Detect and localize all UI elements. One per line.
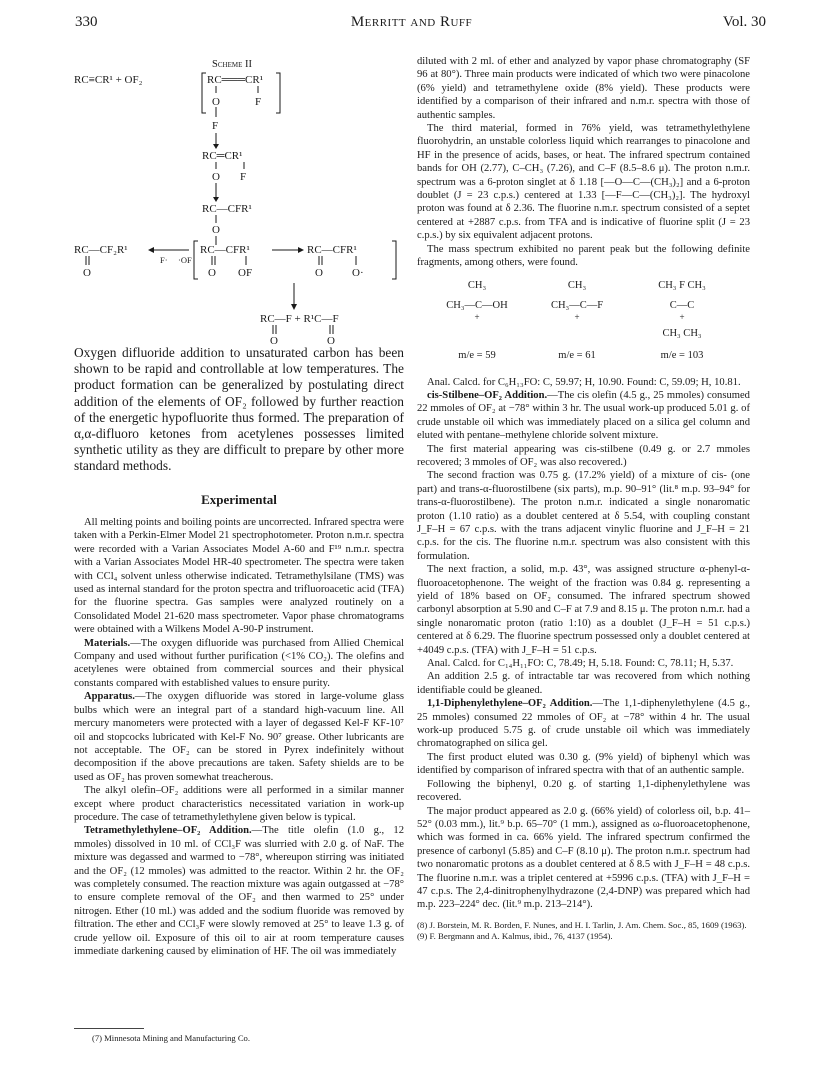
- scheme-reactants: RC≡CR¹ + OF₂: [74, 74, 143, 86]
- scheme-o-6: O: [315, 267, 323, 279]
- paragraph-text: —The title olefin (1.0 g., 12 mmoles) dissolved in 10 ml. of CCl₃F was slurried with 2.0 g. of NaF. The mixture was degassed and warmed to −78°, whereupon stirring was initiated and the OF₂ (12 mmoles) was admitted to the reactor. Within 2 hr. the OF₂ was completely consumed. The reaction mixture was again outgassed at −78° to ensure complete removal of the OF₂ and then warmed to 25° under nitrogen. Ether (10 ml.) was added and the sodium fluoride was removed by filtration. The ether and CCl₃F were slowly removed at 25° to leave 1.3 g. of crude yellow oil. Exposure of this oil to air at room temperature causes immediate darkening caused by elimination of HF. The oil was immediately: [74, 825, 404, 957]
- section-run-in-heading: 1,1-Diphenylethylene–OF₂ Addition.: [427, 698, 593, 710]
- right-paragraph: [417, 657, 750, 670]
- scheme-o-8: O: [327, 335, 335, 345]
- footnotes: [417, 920, 750, 943]
- left-paragraph: [74, 690, 404, 784]
- intro-paragraph: Oxygen difluoride addition to unsaturated carbon has been shown to be rapid and controllable at low temperatures. The product formation can be generalized by postulating direct addition of the elements of OF₂ followed by further reaction of the energetic hypofluorite thus formed. The preparation of α,α-difluoro ketones from acetylenes possesses limited synthetic utility as they are difficult to prepare by other more standard methods.: [74, 345, 404, 474]
- paragraph-text: The next fraction, a solid, m.p. 43°, was assigned structure α-phenyl-α-fluoroacetophenone. The weight of the fraction was 0.84 g. representing a yield of 18% based on OF₂ consumed. The infrared spectrum showed carbonyl absorption at 5.90 and C–F at 7.9 and 8.15 μ. The proton n.m.r. had a single nonaromatic proton (ratio 1:10) as a doublet (J_F–H = 51 c.p.s.) centered at δ 6.29. The fluorine spectrum possessed only a doublet centered at +4049 c.p.s. (TFA) with J_F–H = 51 c.p.s.: [417, 564, 750, 656]
- section-run-in-heading: Materials.: [84, 637, 131, 649]
- running-head: Merritt and Ruff: [350, 14, 473, 30]
- right-paragraph: [417, 563, 750, 657]
- fragment-mass-ratio: m/e = 103: [660, 349, 704, 361]
- right-paragraph: [417, 697, 750, 751]
- right-text-bottom: [417, 376, 750, 912]
- paragraph-text: diluted with 2 ml. of ether and analyzed by vapor phase chromatography (SF 96 at 80°). Three main products were indicated of which two were pinacolone (6% yield) and tetramethylene oxide (8% yield). These products were identified by a comparison of their infrared and n.m.r. spectra with those of authentic samples.: [417, 56, 750, 121]
- scheme-f-1: F: [255, 96, 262, 108]
- scheme-final-products: RC—F + R¹C—F: [260, 313, 339, 325]
- right-paragraph: [417, 55, 750, 122]
- right-paragraph: [417, 389, 750, 443]
- scheme-arrow-label-f: F·: [160, 255, 168, 265]
- intro-section: [74, 345, 404, 475]
- mass-fragments: [417, 274, 750, 370]
- fragment-formula: CH₃—C—OH: [446, 299, 508, 311]
- scheme-o-2: O: [212, 171, 220, 183]
- paragraph-text: An addition 2.5 g. of intractable tar was recovered from which nothing identifiable could be gleaned.: [417, 671, 750, 696]
- volume-label: Vol. 30: [722, 14, 766, 30]
- paragraph-text: The first material appearing was cis-stilbene (0.49 g. or 2.7 mmoles recovered; 3 mmoles of OF₂ was also recovered.): [417, 443, 750, 468]
- footnote-7: (7) Minnesota Mining and Manufacturing Co.: [92, 1033, 251, 1043]
- scheme-o-1: O: [212, 96, 220, 108]
- paragraph-text: The mass spectrum exhibited no parent peak but the following definite fragments, among others, were found.: [417, 243, 750, 269]
- right-column-body: [417, 55, 750, 943]
- fragment-top-label: CH₃: [567, 279, 587, 291]
- footnote: (9) F. Bergmann and A. Kalmus, ibid., 76, 4137 (1954).: [417, 931, 613, 942]
- footnote-rule: [74, 1028, 144, 1029]
- section-run-in-heading: cis-Stilbene–OF₂ Addition.: [427, 389, 548, 401]
- scheme-bracket-b: RC—CFR¹: [307, 244, 357, 256]
- fragment-charge: +: [679, 311, 685, 322]
- scheme-f-2: F: [212, 120, 219, 132]
- scheme-o-3: O: [212, 224, 220, 236]
- left-column-body: [74, 516, 404, 958]
- right-paragraph: [417, 751, 750, 778]
- paragraph-text: —The oxygen difluoride was purchased from Allied Chemical Company and used without further purification (<1% CO₂). The olefins and acetylenes were obtained from commercial sources and their physical constants compared with established values to ensure purity.: [74, 637, 404, 689]
- left-paragraph: [74, 784, 404, 824]
- scheme-o-4: O: [83, 267, 91, 279]
- experimental-heading: Experimental: [201, 492, 277, 507]
- fragment-mass-ratio: m/e = 59: [458, 349, 496, 361]
- left-paragraph: [74, 637, 404, 691]
- fragment-formula: CH₃—C—F: [550, 299, 604, 311]
- page-header: [0, 14, 823, 38]
- paragraph-text: Anal. Calcd. for C₆H₁₃FO: C, 59.97; H, 10.90. Found: C, 59.09; H, 10.81.: [427, 376, 741, 388]
- scheme-o-radical: O·: [352, 267, 364, 279]
- reaction-scheme: [74, 55, 404, 345]
- scheme-side-product: RC—CF₂R¹: [74, 244, 128, 256]
- fragment-structures: [417, 274, 750, 370]
- footnote: (8) J. Borstein, M. R. Borden, F. Nunes, and H. I. Tarlin, J. Am. Chem. Soc., 85, 1609 (1963).: [417, 919, 747, 930]
- scheme-title: Scheme II: [212, 59, 252, 70]
- paragraph-text: Following the biphenyl, 0.20 g. of starting 1,1-diphenylethylene was recovered.: [417, 778, 750, 804]
- paragraph-text: —The cis olefin (4.5 g., 25 mmoles) consumed 22 mmoles of OF₂ at −78° within 3 hr. The usual work-up produced 5.01 g. of crude unstable oil which was immediately placed on a silica gel column and eluted with pentane–methylene chloride solvent mixture.: [417, 389, 750, 442]
- fragment-top-label: CH₃: [467, 279, 487, 291]
- paragraph-text: All melting points and boiling points are uncorrected. Infrared spectra were taken with a Perkin-Elmer Model 21 spectrophotometer. Proton n.m.r. spectra were recorded with a Varian Associates Model A-60 and F¹⁹ n.m.r. spectra with a Varian Associates Model HR-40 spectrometer. The spectra were taken with CCl₄ solvent unless otherwise indicated. Tetramethylsilane (TMS) was used as internal standard for the proton spectra and trifluoroacetic acid (TFA) for the fluorine spectra. Gas samples were analyzed routinely on a Consolidated Model 21-620 mass spectrometer. Vapor phase chromatograms were obtained with a Wilkens Model A-90-P instrument.: [74, 517, 404, 636]
- right-paragraph: [417, 243, 750, 270]
- scheme-intermediate-3: RC—CFR¹: [202, 203, 252, 215]
- right-paragraph: [417, 376, 750, 389]
- right-text-top: [417, 55, 750, 270]
- fragment-bottom-label: CH₃ CH₃: [662, 327, 702, 339]
- fragment-formula: C—C: [669, 299, 695, 311]
- scheme-o-7: O: [270, 335, 278, 345]
- right-paragraph: [417, 805, 750, 912]
- paragraph-text: The alkyl olefin–OF₂ additions were all performed in a similar manner except where product characteristics necessitated variation in work-up procedure. The case of tetramethylethylene given below is typical.: [74, 785, 404, 823]
- fragment-top-label: CH₃ F CH₃: [658, 279, 706, 291]
- left-paragraph: [74, 516, 404, 637]
- scheme-intermediate-2: RC═CR¹: [202, 150, 243, 162]
- fragment-mass-ratio: m/e = 61: [558, 349, 596, 361]
- paragraph-text: The third material, formed in 76% yield, was tetramethylethylene fluorohydrin, an unstable colorless liquid which rearranges to pinacolone and HF in the presence of acids, bases, or heat. The infrared spectrum contained bands for OH (2.77), C–CH₃ (7.26), and C–F (8.5–8.6 μ). The proton n.m.r. spectrum was a 6-proton singlet at δ 1.18 [—O—C—(CH₃)₂] and a 6-proton doublet (J = 23 c.p.s.) centered at 1.33 [—F—C—(CH₃)₂]. The hydroxyl proton was found at δ 2.36. The fluorine n.m.r. spectrum consisted of a septet centered at +2887 c.p.s. from TFA and is indicative of fluorine split (J = 23 c.p.s.) by six equivalent adjacent protons.: [417, 123, 750, 242]
- right-paragraph: [417, 122, 750, 243]
- right-paragraph: [417, 443, 750, 470]
- right-paragraph: [417, 670, 750, 697]
- paragraph-text: —The 1,1-diphenylethylene (4.5 g., 25 mmoles) consumed 22 mmoles of OF₂ at −78° within 4 hr. The usual work-up produced 5.75 g. of crude unstable oil which was immediately chromatographed on silica gel.: [417, 698, 750, 750]
- scheme-arrow-label-of: ·OF: [178, 255, 192, 265]
- right-paragraph: [417, 778, 750, 805]
- left-paragraph: [74, 824, 404, 958]
- scheme-intermediate-1: RC═══CR¹: [207, 74, 264, 86]
- section-run-in-heading: Tetramethylethylene–OF₂ Addition.: [84, 825, 252, 837]
- section-run-in-heading: Apparatus.: [84, 691, 135, 703]
- paragraph-text: The major product appeared as 2.0 g. (66% yield) of colorless oil, b.p. 41–52° (0.03 mm.), lit.⁹ b.p. 65–70° (1 mm.), assigned as ω-fluoroacetophenone, which was formed in ca. 66% yield. The infrared spectrum confirmed the presence of carbonyl (5.85) and C–F (8.10 μ). The proton n.m.r. spectrum had two nonaromatic protons as a doublet centered at δ 8.5 with J_F–H = 48 c.p.s. The fluorine n.m.r. was a triplet centered at +5996 c.p.s. (TFA) with J_F–H = 47 c.p.s. The 2,4-dinitrophenylhydrazone (2,4-DNP) was prepared which had m.p. 223–224° dec. (lit.⁹ m.p. 213–214°).: [417, 805, 750, 911]
- right-paragraph: [417, 469, 750, 563]
- scheme-of: OF: [238, 267, 253, 279]
- paragraph-text: The first product eluted was 0.30 g. (9% yield) of biphenyl which was identified by comparison of infrared spectra with that of an authentic sample.: [417, 751, 750, 777]
- fragment-charge: +: [574, 311, 580, 322]
- fragment-charge: +: [474, 311, 480, 322]
- scheme-bracket-a: RC—CFR¹: [200, 244, 250, 256]
- scheme-o-5: O: [208, 267, 216, 279]
- scheme-diagram: [74, 55, 404, 345]
- paragraph-text: —The oxygen difluoride was stored in large-volume glass bulbs which were an integral part of a standard high-vacuum line. All mercury manometers were protected with a layer of degassed Kel-F KF-10⁷ oil and stopcocks lubricated with Kel-F No. 90⁷ grease. Other lubricants are not acceptable. The OF₂ can be stored in Pyrex indefinitely without decomposition if the above precautions are taken. Safety shields are to be used as OF₂ has proven somewhat treacherous.: [74, 691, 404, 783]
- paragraph-text: Anal. Calcd. for C₁₄H₁₁FO: C, 78.49; H, 5.18. Found: C, 78.11; H, 5.37.: [427, 658, 734, 670]
- paragraph-text: The second fraction was 0.75 g. (17.2% yield) of a mixture of cis- (one part) and trans-α-fluorostilbene (six parts), m.p. 90–91° (lit.⁸ m.p. 93–94° for trans-α-fluorostilbene). The proton n.m.r. indicated a single nonaromatic proton (1.10 ratio) as a doublet centered at δ 5.54, with coupling constant J_F–H = 67 c.p.s. with the trans adjacent vinylic fluorine and J_F–H = 21 c.p.s. for the cis. The fluorine n.m.r. spectrum was also consistent with this formulation.: [417, 470, 750, 562]
- page-number: 330: [75, 14, 98, 30]
- scheme-f-3: F: [240, 171, 247, 183]
